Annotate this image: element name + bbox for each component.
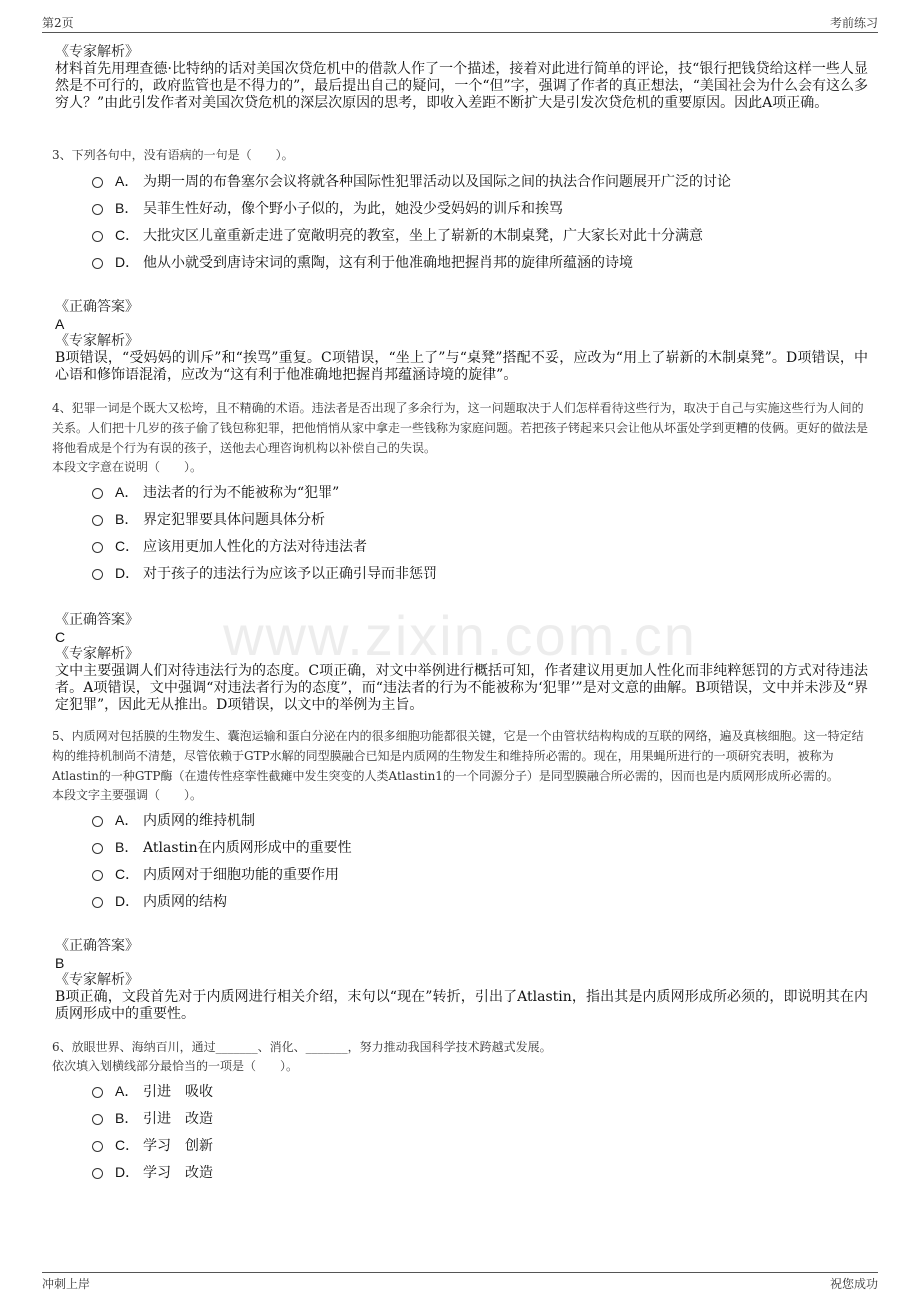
question-6 [52,1037,868,1185]
answer-heading: 《正确答案》 [55,299,139,315]
radio-icon[interactable] [92,843,103,854]
option-letter: A． [115,1082,139,1099]
option-c[interactable] [92,532,868,559]
question-stem: 4、犯罪一词是个既大又松垮，且不精确的术语。违法者是否出现了多余行为，这一问题取决于人们怎样看待这些行为，取决于自己与实施这些行为人间的关系。人们把十几岁的孩子偷了钱包称犯罪，把他悄悄从家中拿走一些钱称为家庭问题。若把孩子铐起来只会让他从坏蛋处学到更糟的伎俩。更好的做法是将他看成是个行为有误的孩子，送他去心理咨询机构以补偿自己的失误。 [52,401,869,455]
correct-answer: B [55,955,65,971]
option-list [92,806,868,914]
correct-answer: A [55,316,65,332]
footer-left-text: 冲刺上岸 [42,1277,91,1291]
option-text: 他从小就受到唐诗宋词的熏陶，这有利于他准确地把握肖邦的旋律所蕴涵的诗境 [143,254,633,271]
radio-icon[interactable] [92,1168,103,1179]
radio-icon[interactable] [92,1114,103,1125]
option-text: Atlastin在内质网形成中的重要性 [143,839,352,856]
option-text: 引进 改造 [143,1110,213,1127]
option-text: 应该用更加人性化的方法对待违法者 [143,538,367,555]
radio-icon[interactable] [92,1087,103,1098]
option-c[interactable] [92,1131,868,1158]
option-a[interactable] [92,1077,868,1104]
radio-icon[interactable] [92,1141,103,1152]
question-stem: 6、放眼世界、海纳百川，通过_______、消化、_______，努力推动我国科学技术跨越式发展。 [52,1040,552,1054]
option-text: 引进 吸收 [143,1083,213,1100]
q2-analysis-text: 材料首先用理查德·比特纳的话对美国次贷危机中的借款人作了一个描述，接着对此进行简单的评论，技“银行把钱贷给这样一些人显然是不可行的，政府监管也是不得力的”，最后提出自己的疑问，一个“但”字，强调了作者的真正想法，“美国社会为什么会有这么多穷人？”由此引发作者对美国次贷危机的深层次原因的思考，即收入差距不断扩大是引发次贷危机的重要原因。因此A项正确。 [55,61,868,111]
option-text: 对于孩子的违法行为应该予以正确引导而非惩罚 [143,565,437,582]
radio-icon[interactable] [92,816,103,827]
question-prompt: 本段文字意在说明（ ）。 [52,460,203,474]
option-text: 界定犯罪要具体问题具体分析 [143,511,325,528]
option-text: 吴菲生性好动，像个野小子似的，为此，她没少受妈妈的训斥和挨骂 [143,200,563,217]
document-body [52,44,869,1185]
radio-icon[interactable] [92,569,103,580]
question-5 [52,726,868,1023]
question-3 [52,145,868,384]
option-letter: A． [115,811,139,828]
option-text: 为期一周的布鲁塞尔会议将就各种国际性犯罪活动以及国际之间的执法合作问题展开广泛的讨论 [143,173,731,190]
option-letter: B． [115,1109,139,1126]
option-a[interactable] [92,478,868,505]
radio-icon[interactable] [92,231,103,242]
option-text: 内质网对于细胞功能的重要作用 [143,866,339,883]
option-letter: A． [115,483,139,500]
option-letter: A． [115,172,139,189]
option-list [92,1077,868,1185]
option-letter: B． [115,838,139,855]
analysis-heading: 《专家解析》 [55,333,139,349]
option-b[interactable] [92,1104,868,1131]
analysis-heading: 《专家解析》 [55,972,139,988]
option-d[interactable] [92,1158,868,1185]
radio-icon[interactable] [92,488,103,499]
option-d[interactable] [92,248,868,275]
question-4 [52,398,869,714]
q2-analysis-heading: 《专家解析》 [55,44,139,60]
option-a[interactable] [92,167,868,194]
question-stem: 3、下列各句中，没有语病的一句是（ ）。 [52,148,294,162]
radio-icon[interactable] [92,542,103,553]
option-text: 内质网的结构 [143,893,227,910]
option-list [92,167,868,275]
option-c[interactable] [92,221,868,248]
watermark: www.zixin.com.cn [223,604,697,667]
question-prompt: 本段文字主要强调（ ）。 [52,788,203,802]
option-letter: D． [115,253,140,270]
option-c[interactable] [92,860,868,887]
question-prompt: 依次填入划横线部分最恰当的一项是（ ）。 [52,1059,299,1073]
footer-right-text: 祝您成功 [829,1277,878,1291]
page-number: 第2页 [42,16,74,30]
option-a[interactable] [92,806,868,833]
option-d[interactable] [92,559,868,586]
page-footer [42,1272,878,1294]
option-text: 内质网的维持机制 [143,812,255,829]
page-header [42,12,878,33]
question-stem: 5、内质网对包括膜的生物发生、囊泡运输和蛋白分泌在内的很多细胞功能都很关键，它是一个由管状结构构成的互联的网络，遍及真核细胞。这一特定结构的维持机制尚不清楚，尽管依赖于GTP水解的同型膜融合已知是内质网的生物发生和维持所必需的。现在，用果蝇所进行的一项研究表明，被称为Atlastin的一种GTP酶（在遗传性痉挛性截瘫中发生突变的人类Atlastin1的一个同源分子）是同型膜融合所必需的，因而也是内质网形成所必需的。 [52,729,864,783]
option-list [92,478,868,586]
radio-icon[interactable] [92,870,103,881]
option-b[interactable] [92,505,868,532]
radio-icon[interactable] [92,258,103,269]
option-b[interactable] [92,194,868,221]
analysis-heading: 《专家解析》 [55,646,139,662]
option-b[interactable] [92,833,868,860]
option-letter: D． [115,1163,140,1180]
option-d[interactable] [92,887,868,914]
radio-icon[interactable] [92,515,103,526]
option-letter: B． [115,510,139,527]
answer-heading: 《正确答案》 [55,612,139,628]
correct-answer: C [55,629,66,645]
header-title: 考前练习 [829,16,878,30]
option-text: 学习 创新 [143,1137,213,1154]
option-letter: C． [115,1136,140,1153]
option-text: 学习 改造 [143,1164,213,1181]
option-letter: D． [115,892,140,909]
option-letter: C． [115,537,140,554]
option-text: 违法者的行为不能被称为“犯罪” [143,484,340,501]
analysis-text: B项错误，“受妈妈的训斥”和“挨骂”重复。C项错误，“坐上了”与“桌凳”搭配不妥，应改为“用上了崭新的木制桌凳”。D项错误，中心语和修饰语混淆，应改为“这有利于他准确地把握肖邦蕴涵诗境的旋律”。 [55,350,868,383]
radio-icon[interactable] [92,204,103,215]
option-letter: C． [115,865,140,882]
analysis-text: B项正确，文段首先对于内质网进行相关介绍，末句以“现在”转折，引出了Atlastin，指出其是内质网形成所必须的，即说明其在内质网形成中的重要性。 [55,989,868,1022]
analysis-text: 文中主要强调人们对待违法行为的态度。C项正确，对文中举例进行概括可知，作者建议用更加人性化而非纯粹惩罚的方式对待违法者。A项错误，文中强调“对违法者行为的态度”，而“违法者的行为不能被称为‘犯罪’”是对文意的曲解。B项错误，文中并未涉及“界定犯罪”，因此无从推出。D项错误，以文中的举例为主旨。 [55,663,868,713]
option-letter: C． [115,226,140,243]
answer-heading: 《正确答案》 [55,938,139,954]
radio-icon[interactable] [92,897,103,908]
option-letter: B． [115,199,139,216]
option-letter: D． [115,564,140,581]
option-text: 大批灾区儿童重新走进了宽敞明亮的教室，坐上了崭新的木制桌凳，广大家长对此十分满意 [143,227,703,244]
radio-icon[interactable] [92,177,103,188]
